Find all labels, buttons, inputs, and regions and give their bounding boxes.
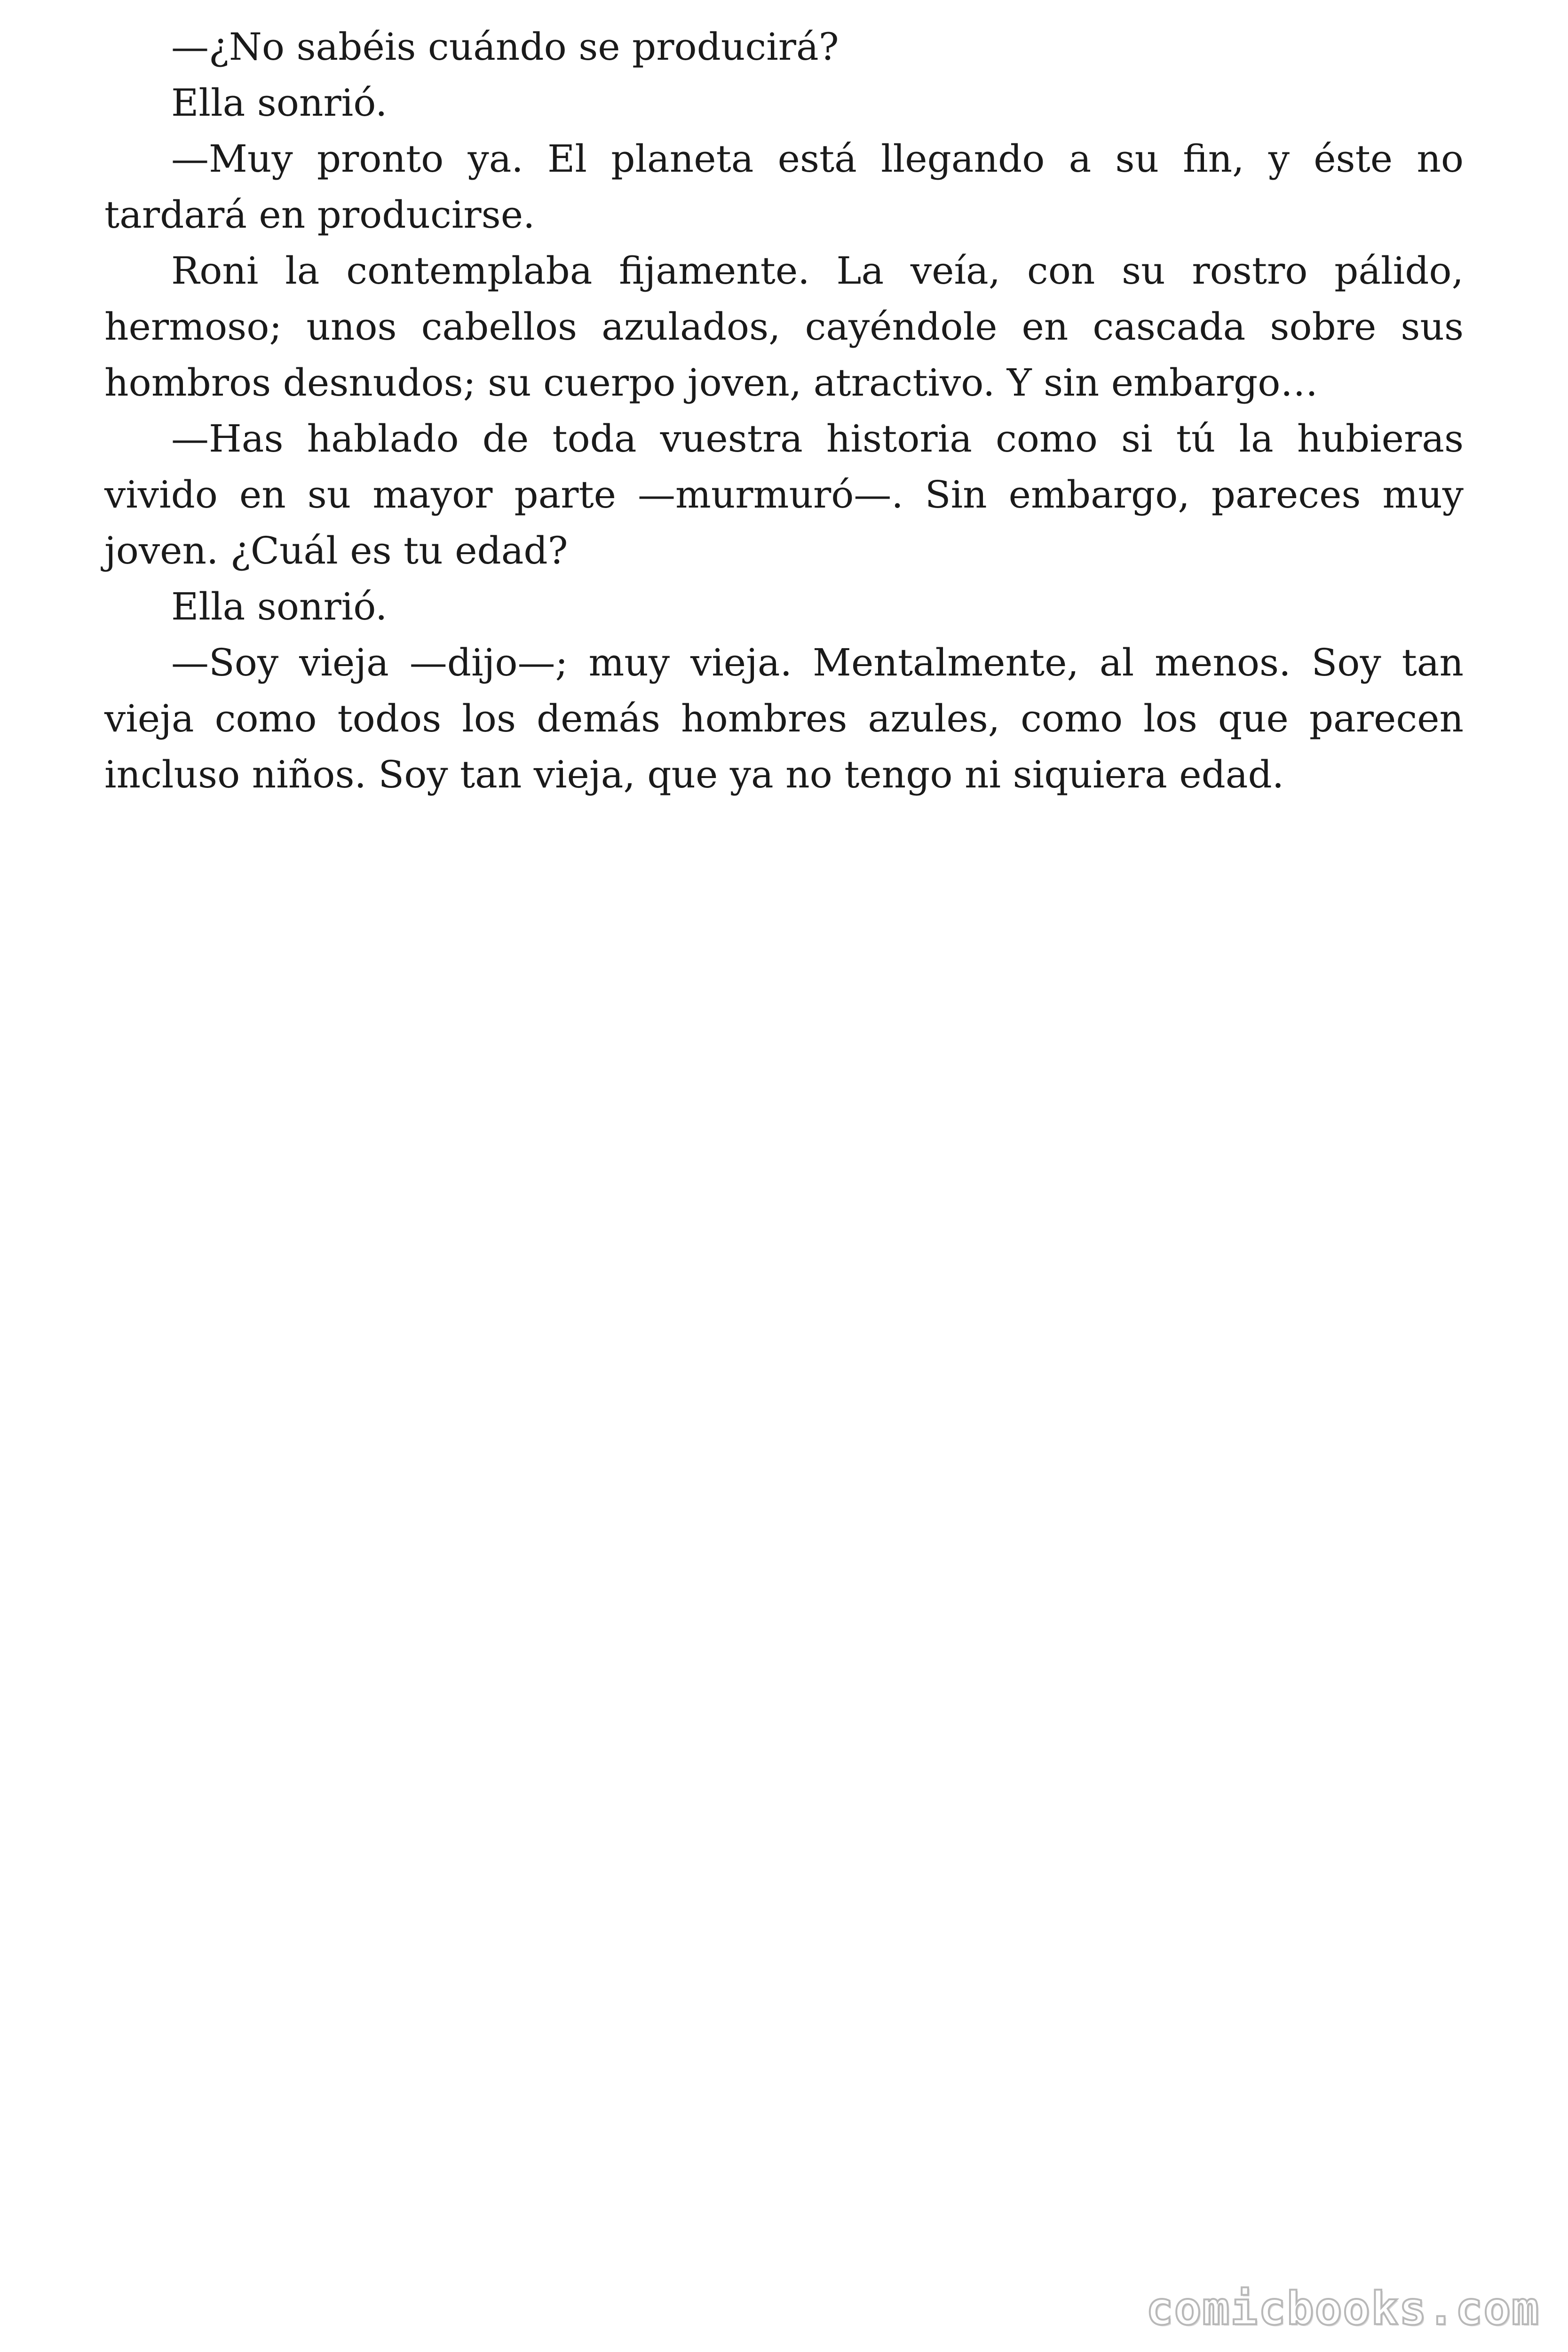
paragraph: Ella sonrió. xyxy=(171,585,388,628)
paragraph: Roni la contemplaba fijamente. La veía, con su rostro pálido, hermoso; unos cabellos azulados, cayéndole en cascada sobre sus hombros desnudos; su cuerpo joven, atractivo. Y sin embargo… xyxy=(104,249,1464,405)
paragraph: Ella sonrió. xyxy=(171,81,388,125)
paragraph: —Has hablado de toda vuestra historia como si tú la hubieras vivido en su mayor parte —murmuró—. Sin embargo, pareces muy joven. ¿Cuál es tu edad? xyxy=(104,417,1464,572)
paragraph: —Soy vieja —dijo—; muy vieja. Mentalmente, al menos. Soy tan vieja como todos los demás hombres azules, como los que parecen incluso niños. Soy tan vieja, que ya no tengo ni siquiera edad. xyxy=(104,641,1464,796)
paragraph: —Muy pronto ya. El planeta está llegando a su fin, y éste no tardará en producirse. xyxy=(104,137,1464,237)
paragraph: —¿No sabéis cuándo se producirá? xyxy=(171,25,839,69)
watermark: comicbooks.com xyxy=(1146,2282,1540,2335)
page-body xyxy=(104,19,1464,803)
